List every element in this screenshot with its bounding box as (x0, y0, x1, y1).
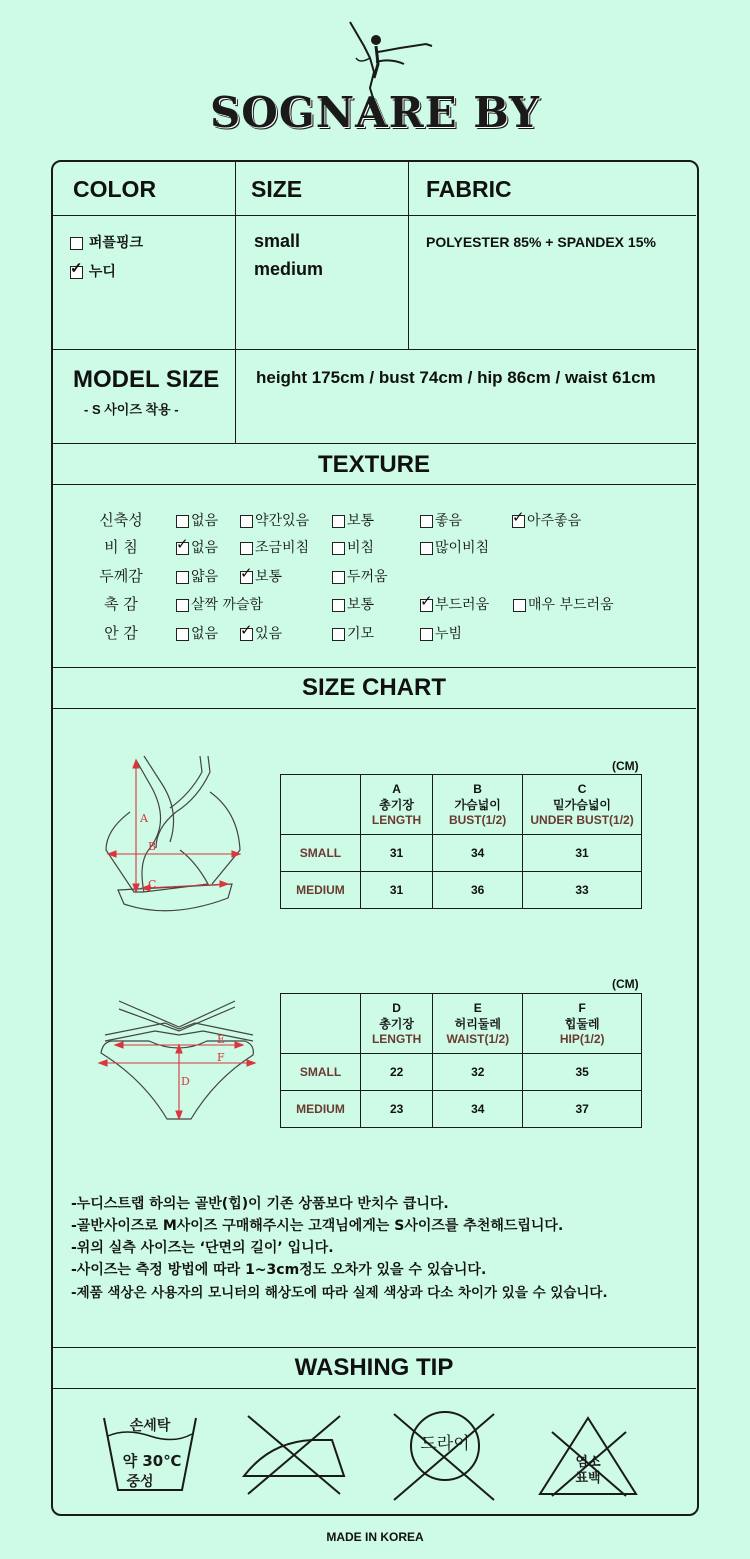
divider (408, 161, 409, 349)
checkbox-checked[interactable] (176, 534, 189, 555)
wash-label: 손세탁 (129, 1418, 171, 1434)
table-row (281, 1091, 642, 1128)
texture-option-label: 조금비침 (255, 540, 310, 556)
texture-option-label: 비침 (347, 540, 375, 556)
washing-tip-title: WASHING TIP (294, 1354, 454, 1381)
texture-option-label: 두꺼움 (347, 569, 388, 585)
checkmark-icon: ✓ (420, 591, 433, 610)
checkbox[interactable] (240, 542, 253, 555)
texture-option[interactable] (513, 594, 614, 614)
column-header: A 총기장 LENGTH (360, 775, 432, 835)
divider (52, 443, 696, 444)
size-chart-title: SIZE CHART (302, 674, 446, 701)
texture-option-label: 좋음 (435, 513, 463, 529)
table-cell: 31 (360, 835, 432, 872)
checkbox[interactable] (332, 571, 345, 584)
bleach-label: 표백 (575, 1471, 601, 1486)
wash-detergent: 중성 (126, 1474, 154, 1490)
texture-option[interactable] (176, 534, 219, 557)
texture-option-label: 얇음 (191, 569, 219, 585)
table-cell: 36 (433, 872, 523, 909)
row-label: SMALL (281, 835, 361, 872)
texture-option-label: 없음 (191, 513, 219, 529)
note-line: -제품 색상은 사용자의 모니터의 해상도에 따라 실제 색상과 다소 차이가 있을 수 있습니다. (71, 1285, 608, 1301)
texture-title: TEXTURE (317, 451, 430, 478)
diagram-label-e: E (217, 1033, 226, 1046)
color-header: COLOR (73, 176, 157, 202)
table-cell: 33 (523, 872, 642, 909)
table-cell: 34 (433, 835, 523, 872)
texture-row-label: 촉 감 (104, 595, 138, 613)
bleach-label: 염소 (575, 1455, 601, 1470)
top-size-table (280, 774, 642, 909)
diagram-label-f: F (217, 1051, 225, 1064)
bottom-garment-diagram-icon (95, 995, 260, 1125)
column-header: B 가슴넓이 BUST(1/2) (433, 775, 523, 835)
divider (52, 667, 696, 668)
note-line: -사이즈는 측정 방법에 따라 1~3cm정도 오차가 있을 수 있습니다. (71, 1262, 487, 1278)
table-cell: 37 (523, 1091, 642, 1128)
table-corner (281, 775, 361, 835)
unit-label: (CM) (612, 977, 639, 991)
texture-option-label: 있음 (255, 626, 283, 642)
checkmark-icon: ✓ (240, 620, 253, 639)
made-in-footer: MADE IN KOREA (326, 1530, 424, 1544)
color-option[interactable] (70, 232, 143, 252)
texture-option[interactable] (512, 507, 582, 530)
texture-option-label: 보통 (347, 513, 375, 529)
row-label: SMALL (281, 1054, 361, 1091)
texture-option[interactable] (176, 566, 218, 586)
table-row (281, 835, 642, 872)
texture-option[interactable] (420, 591, 490, 614)
divider (52, 1347, 696, 1348)
texture-option[interactable] (240, 563, 283, 586)
texture-option-label: 아주좋음 (527, 513, 582, 529)
texture-option[interactable] (332, 594, 374, 614)
checkbox[interactable] (513, 599, 526, 612)
checkmark-icon: ✓ (176, 534, 189, 553)
texture-option-label: 보통 (255, 569, 283, 585)
checkmark-icon: ✓ (70, 259, 83, 277)
checkbox-checked[interactable] (70, 259, 83, 279)
checkbox[interactable] (420, 628, 433, 641)
texture-row-label: 비 침 (104, 538, 138, 556)
checkbox[interactable] (420, 542, 433, 555)
checkbox[interactable] (332, 542, 345, 555)
divider (52, 349, 696, 350)
texture-option-label: 없음 (191, 540, 219, 556)
column-header: F 힙둘레 HIP(1/2) (523, 994, 642, 1054)
table-cell: 31 (523, 835, 642, 872)
table-corner (281, 994, 361, 1054)
column-header: E 허리둘레 WAIST(1/2) (433, 994, 523, 1054)
no-dry-clean-icon (390, 1410, 500, 1502)
color-option-label: 누디 (88, 263, 116, 279)
checkbox[interactable] (176, 571, 189, 584)
divider (52, 1388, 696, 1389)
texture-option-label: 없음 (191, 626, 219, 642)
dry-clean-label: 드라이 (420, 1434, 470, 1454)
table-cell: 31 (360, 872, 432, 909)
checkbox-checked[interactable] (240, 563, 253, 584)
top-garment-diagram-icon (100, 752, 250, 914)
column-header: D 총기장 LENGTH (360, 994, 432, 1054)
note-line: -누디스트랩 하의는 골반(힙)이 기존 상품보다 반치수 큽니다. (71, 1196, 449, 1212)
diagram-label-b: B (148, 840, 157, 853)
fabric-header: FABRIC (426, 176, 512, 202)
texture-option[interactable] (240, 537, 309, 557)
texture-option[interactable] (332, 566, 388, 586)
checkbox[interactable] (70, 237, 83, 250)
texture-option[interactable] (176, 510, 218, 530)
table-row (281, 872, 642, 909)
texture-option-label: 부드러움 (435, 597, 490, 613)
column-header: C 밑가슴넓이 UNDER BUST(1/2) (523, 775, 642, 835)
texture-row-label: 두께감 (99, 567, 143, 585)
texture-option[interactable] (420, 510, 462, 530)
wash-temp: 약 30℃ (122, 1452, 182, 1470)
table-cell: 23 (360, 1091, 432, 1128)
texture-option-label: 많이비침 (435, 540, 490, 556)
texture-option[interactable] (240, 510, 309, 530)
row-label: MEDIUM (281, 1091, 361, 1128)
color-option-label: 퍼플핑크 (88, 234, 143, 250)
checkmark-icon: ✓ (512, 507, 525, 526)
diagram-label-a: A (140, 812, 148, 825)
no-bleach-icon (536, 1414, 641, 1499)
texture-option[interactable] (420, 537, 489, 557)
size-small: small (254, 231, 301, 251)
model-size-label: MODEL SIZE (73, 366, 220, 393)
texture-row-label: 안 감 (104, 624, 138, 642)
divider (235, 161, 236, 443)
texture-option-label: 기모 (347, 626, 375, 642)
color-option[interactable] (70, 261, 116, 281)
texture-option-label: 약간있음 (255, 513, 310, 529)
texture-option[interactable] (332, 510, 374, 530)
texture-option[interactable] (176, 623, 218, 643)
fabric-value: POLYESTER 85% + SPANDEX 15% (426, 234, 656, 250)
texture-option-label: 매우 부드러움 (528, 597, 614, 613)
size-medium: medium (254, 259, 324, 279)
checkbox[interactable] (332, 515, 345, 528)
texture-option-label: 살짝 까슬함 (191, 597, 264, 613)
table-cell: 35 (523, 1054, 642, 1091)
diagram-label-d: D (181, 1075, 190, 1088)
unit-label: (CM) (612, 759, 639, 773)
texture-option[interactable] (420, 623, 462, 643)
model-size-note: - S 사이즈 착용 - (84, 402, 179, 417)
note-line: -위의 실측 사이즈는 ‘단면의 길이’ 입니다. (71, 1240, 334, 1256)
divider (52, 708, 696, 709)
checkbox-checked[interactable] (240, 620, 253, 641)
row-label: MEDIUM (281, 872, 361, 909)
table-row (281, 1054, 642, 1091)
checkbox[interactable] (420, 515, 433, 528)
checkbox[interactable] (176, 515, 189, 528)
texture-row-label: 신축성 (99, 511, 143, 529)
divider (52, 484, 696, 485)
checkbox[interactable] (176, 599, 189, 612)
hand-wash-icon (100, 1412, 200, 1497)
bottom-size-table (280, 993, 642, 1128)
checkbox-checked[interactable] (512, 507, 525, 528)
texture-option[interactable] (240, 620, 283, 643)
texture-option-label: 누빔 (435, 626, 463, 642)
no-iron-icon (240, 1412, 350, 1497)
checkmark-icon: ✓ (240, 563, 253, 582)
table-cell: 34 (433, 1091, 523, 1128)
brand-logo-text: SOGNARE BY (209, 88, 541, 137)
diagram-label-c: C (148, 878, 157, 891)
model-measurements: height 175cm / bust 74cm / hip 86cm / waist 61cm (256, 368, 656, 387)
checkbox[interactable] (332, 628, 345, 641)
size-header: SIZE (251, 176, 303, 202)
checkbox[interactable] (176, 628, 189, 641)
table-cell: 32 (433, 1054, 523, 1091)
divider (52, 215, 696, 216)
texture-option[interactable] (176, 594, 263, 614)
checkbox[interactable] (240, 515, 253, 528)
texture-option[interactable] (332, 537, 374, 557)
note-line: -골반사이즈로 M사이즈 구매해주시는 고객님에게는 S사이즈를 추천해드립니다. (71, 1218, 564, 1234)
checkbox[interactable] (332, 599, 345, 612)
table-cell: 22 (360, 1054, 432, 1091)
texture-option[interactable] (332, 623, 374, 643)
checkbox-checked[interactable] (420, 591, 433, 612)
texture-option-label: 보통 (347, 597, 375, 613)
